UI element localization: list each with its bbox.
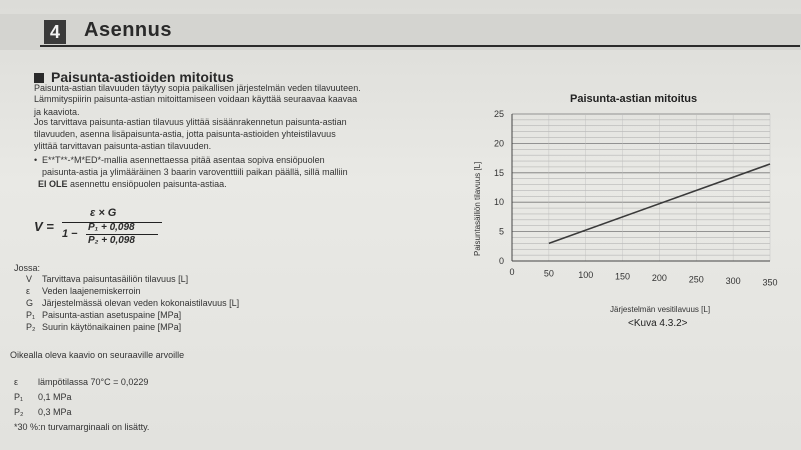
formula-den-prefix: 1 − <box>62 228 78 240</box>
formula-inner-numerator: P₁ + 0,098 <box>88 222 135 233</box>
chart-x-axis-label: Järjestelmän vesitilavuus [L] <box>610 305 711 314</box>
legend-symbol: P₁ <box>26 310 36 320</box>
figure-caption: <Kuva 4.3.2> <box>628 318 688 329</box>
subsection-square-icon <box>34 73 44 83</box>
chart-y-ticks <box>494 109 504 266</box>
intro-line: tilavuuden, asenna lisäpaisunta-astia, jotta paisunta-astioiden yhteistilavuus <box>34 129 336 139</box>
legend-symbol: G <box>26 298 34 308</box>
chart-y-tick-label: 15 <box>493 167 504 178</box>
chart-y-axis-label: Paisuntasäiliön tilavuus [L] <box>473 161 482 256</box>
legend-symbol: ε <box>26 286 31 296</box>
value-symbol: P₁ <box>14 392 24 402</box>
bullet-icon: • <box>34 155 38 165</box>
value-text: lämpötilassa 70°C = 0,0229 <box>38 377 149 387</box>
header-divider <box>40 45 800 47</box>
chart-x-tick-label: 350 <box>762 277 778 288</box>
bullet-line: paisunta-astia ja ylimääräinen 3 baarin varoventtiili paikan päällä, sillä malliin <box>42 167 348 177</box>
footnote: *30 %:n turvamarginaali on lisätty. <box>14 422 150 432</box>
value-symbol: ε <box>14 377 19 387</box>
chart-grid <box>512 114 770 261</box>
subsection-title: Paisunta-astioiden mitoitus <box>51 69 234 85</box>
chart-x-tick-label: 100 <box>578 270 594 280</box>
warning-bold: EI OLE <box>38 179 68 189</box>
warning-rest: asennettu ensiöpuolen paisunta-astiaa. <box>67 179 227 189</box>
chart-x-ticks <box>509 267 777 288</box>
chart-y-tick-label: 20 <box>493 138 504 149</box>
value-symbol: P₂ <box>14 407 24 417</box>
legend-text: Tarvittava paisuntasäiliön tilavuus [L] <box>42 274 189 284</box>
intro-line: Lämmityspiirin paisunta-astian mitoittamiseen voidaan käyttää seuraavaa kaavaa <box>34 94 358 104</box>
chart-x-tick-label: 200 <box>651 273 667 283</box>
values-intro: Oikealla oleva kaavio on seuraaville arvoille <box>10 350 185 360</box>
intro-line: Paisunta-astian tilavuuden täytyy sopia paikallisen järjestelmän veden tilavuuteen. <box>34 83 361 93</box>
warning-line <box>38 179 227 189</box>
jossa-label: Jossa: <box>14 263 41 273</box>
formula-inner-denominator: P₂ + 0,098 <box>88 235 135 246</box>
value-text: 0,1 MPa <box>38 392 72 402</box>
chart-x-tick-label: 50 <box>543 268 554 279</box>
chart-y-tick-label: 5 <box>498 226 504 237</box>
chart-x-tick-label: 0 <box>509 267 515 277</box>
chart-x-tick-label: 300 <box>725 276 741 286</box>
legend-text: Veden laajenemiskerroin <box>42 286 141 296</box>
intro-line: Jos tarvittava paisunta-astian tilavuus ylittää sisäänrakennetun paisunta-astian <box>34 117 347 127</box>
chart-y-tick-label: 0 <box>498 256 504 266</box>
value-text: 0,3 MPa <box>38 407 72 417</box>
section-title: Asennus <box>84 19 172 41</box>
legend-text: Järjestelmässä olevan veden kokonaistilavuus [L] <box>42 298 240 308</box>
intro-line: ylittää tarvittavan paisunta-astian tilavuuden. <box>34 141 212 151</box>
chart-x-tick-label: 150 <box>615 271 631 282</box>
legend-symbol: P₂ <box>26 322 36 332</box>
chart-x-tick-label: 250 <box>688 274 704 285</box>
chart-title: Paisunta-astian mitoitus <box>570 93 698 105</box>
chart-y-tick-label: 25 <box>493 109 504 119</box>
formula-numerator: ε × G <box>90 207 117 219</box>
bullet-line: E**T**-*M*ED*-mallia asennettaessa pitää asentaa sopiva ensiöpuolen <box>42 155 325 165</box>
legend-text: Paisunta-astian asetuspaine [MPa] <box>42 310 182 320</box>
intro-line: ja kaaviota. <box>34 107 80 117</box>
section-number: 4 <box>44 20 66 44</box>
formula-lhs: V = <box>34 219 54 234</box>
legend-text: Suurin käytönaikainen paine [MPa] <box>42 322 182 332</box>
chart-y-tick-label: 10 <box>493 197 504 208</box>
chart <box>470 86 790 336</box>
legend-symbol: V <box>26 274 33 284</box>
